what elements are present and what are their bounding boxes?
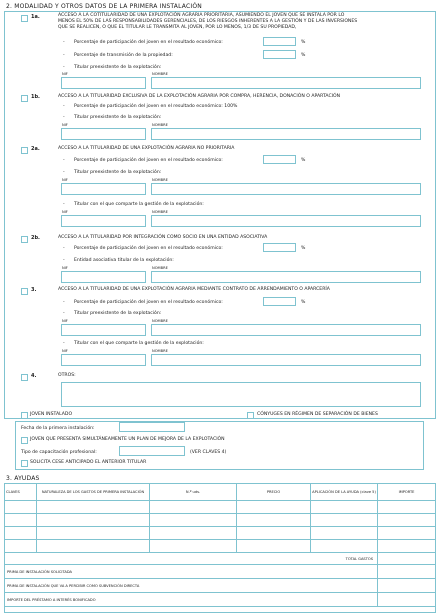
nombre-label: NOMBRE [152, 123, 168, 127]
section-2-title: 2. MODALIDAD Y OTROS DATOS DE LA PRIMERA INSTALACIÓN [6, 3, 202, 10]
item-1a-line-1: ACCESO A LA COTITULARIDAD DE UNA EXPLOTACIÓN AGRARIA PRIORITARIA, ASUMIENDO EL JOVEN QUE SE INSTALA POR LO [58, 13, 345, 18]
conyuges-label: CÓNYUGES EN RÉGIMEN DE SEPARACIÓN DE BIENES [257, 412, 378, 417]
item-2b-pct-label: Porcentaje de participación del joven en el resultado económico: [74, 246, 223, 251]
item-2a-comparte-nombre-field[interactable] [151, 215, 421, 227]
fecha-instalacion-field[interactable] [119, 422, 185, 432]
item-2a-nif-field[interactable] [61, 183, 146, 195]
header-naturaleza: NATURALEZA DE LOS GASTOS DE PRIMERA INSTALACIÓN [37, 484, 150, 501]
item-3-comparte-nombre-field[interactable] [151, 354, 421, 366]
nombre-label: NOMBRE [152, 178, 168, 182]
tipo-capacitacion-field[interactable] [119, 446, 185, 456]
header-aplicacion: APLICACIÓN DE LA AYUDA (clave 5) [311, 484, 378, 501]
dash: - [63, 170, 65, 175]
joven-instalado-label: JOVEN INSTALADO [30, 412, 73, 417]
nif-label: NIF [62, 349, 68, 353]
dash: - [63, 158, 65, 163]
header-claves: CLAVES [5, 484, 37, 501]
item-4-label: OTROS: [58, 373, 76, 378]
total-gastos-field[interactable] [378, 553, 436, 565]
item-4-number: 4. [31, 373, 37, 379]
dash: - [63, 300, 65, 305]
item-1b-line-1: ACCESO A LA TITULARIDAD EXCLUSIVA DE LA EXPLOTACIÓN AGRARIA POR COMPRA, HERENCIA, DONACIÓN O APARTACIÓN [58, 94, 341, 99]
checkbox-1a[interactable] [21, 15, 28, 22]
item-1a-titular-label: Titular preexistente de la explotación: [74, 65, 162, 70]
item-3-number: 3. [31, 287, 37, 293]
item-2a-titular-label: Titular preexistente de la explotación: [74, 170, 162, 175]
prestamo-bonificado-field[interactable] [378, 593, 436, 607]
nombre-label: NOMBRE [152, 72, 168, 76]
prima-solicitada-label: PRIMA DE INSTALACIÓN SOLICITADA [5, 565, 378, 579]
nombre-label: NOMBRE [152, 210, 168, 214]
item-2b-nombre-field[interactable] [151, 271, 421, 283]
item-1a-pct-participacion-label: Porcentaje de participación del joven en el resultado económico: [74, 40, 223, 45]
item-1b-nombre-field[interactable] [151, 128, 421, 140]
tipo-capacitacion-label: Tipo de capacitación profesional: [21, 450, 97, 455]
checkbox-3[interactable] [21, 288, 28, 295]
item-4-otros-field[interactable] [61, 382, 421, 407]
nombre-label: NOMBRE [152, 349, 168, 353]
header-precio: PRECIO [237, 484, 311, 501]
checkbox-plan-mejora[interactable] [21, 437, 28, 444]
item-3-pct-label: Porcentaje de participación del joven en el resultado económico: [74, 300, 223, 305]
percent-sign: % [301, 53, 306, 58]
item-1a-line-2: MENOS EL 50% DE LAS RESPONSABILIDADES GERENCIALES, DE LOS RIESGOS INHERENTES A LA GESTIÓN Y DE LAS INVERSIONES [58, 19, 358, 24]
section-3-title: 3. AYUDAS [6, 475, 40, 482]
prima-solicitada-field[interactable] [378, 565, 436, 579]
table-row[interactable] [5, 514, 436, 527]
nif-label: NIF [62, 72, 68, 76]
item-3-nif-field[interactable] [61, 324, 146, 336]
item-2a-comparte-label: Titular con el que comparte la gestión de la explotación: [74, 202, 204, 207]
prestamo-bonificado-label: IMPORTE DEL PRÉSTAMO A INTERÉS BONIFICADO [5, 593, 378, 607]
dash: - [63, 53, 65, 58]
item-2a-comparte-nif-field[interactable] [61, 215, 146, 227]
item-2b-nif-field[interactable] [61, 271, 146, 283]
nif-label: NIF [62, 266, 68, 270]
percent-sign: % [301, 158, 306, 163]
dash: - [63, 258, 65, 263]
item-1b-pct-label: Porcentaje de participación del joven en el resultado económico: 100% [74, 104, 238, 109]
dash: - [63, 246, 65, 251]
dash: - [63, 202, 65, 207]
item-2b-line-1: ACCESO A LA TITULARIDAD POR INTEGRACIÓN COMO SOCIO EN UNA ENTIDAD ASOCIATIVA [58, 235, 268, 240]
dash: - [63, 104, 65, 109]
prima-subvencion-label: PRIMA DE INSTALACIÓN QUE VA A PERCIBIR COMO SUBVENCIÓN DIRECTA [5, 579, 378, 593]
item-1a-line-3: QUE SE REALICEN, O QUE EL TITULAR LE TRANSMITA AL JOVEN, POR LO MENOS, 1/3 DE SU PROPIEDAD, [58, 25, 297, 30]
dash: - [63, 40, 65, 45]
item-2a-pct-label: Porcentaje de participación del joven en el resultado económico: [74, 158, 223, 163]
item-3-pct-field[interactable] [263, 297, 296, 306]
dash: - [63, 65, 65, 70]
item-1b-nif-field[interactable] [61, 128, 146, 140]
plan-mejora-label: JOVEN QUE PRESENTA SIMULTÁNEAMENTE UN PLAN DE MEJORA DE LA EXPLOTACIÓN [30, 437, 225, 442]
item-2a-line-1: ACCESO A LA TITULARIDAD DE UNA EXPLOTACIÓN AGRARIA NO PRIORITARIA [58, 146, 235, 151]
cese-anticipado-label: SOLICITA CESE ANTICIPADO EL ANTERIOR TITULAR [30, 460, 147, 465]
nif-label: NIF [62, 210, 68, 214]
percent-sign: % [301, 246, 306, 251]
checkbox-joven-instalado[interactable] [21, 412, 28, 419]
nif-label: NIF [62, 123, 68, 127]
item-1a-number: 1a. [31, 14, 40, 20]
item-3-line-1: ACCESO A LA TITULARIDAD DE UNA EXPLOTACIÓN AGRARIA MEDIANTE CONTRATO DE ARRENDAMIENTO O APARCERÍA [58, 287, 330, 292]
checkbox-4[interactable] [21, 374, 28, 381]
checkbox-cese-anticipado[interactable] [21, 460, 28, 467]
checkbox-2b[interactable] [21, 236, 28, 243]
ver-claves-label: (VER CLAVES 4) [190, 450, 227, 455]
item-2a-number: 2a. [31, 146, 40, 152]
dash: - [63, 341, 65, 346]
item-3-nombre-field[interactable] [151, 324, 421, 336]
checkbox-1b[interactable] [21, 95, 28, 102]
header-uds: N.º uds. [150, 484, 237, 501]
nombre-label: NOMBRE [152, 319, 168, 323]
table-row[interactable] [5, 527, 436, 540]
nif-label: NIF [62, 178, 68, 182]
item-1b-titular-label: Titular preexistente de la explotación: [74, 115, 162, 120]
ayudas-table [4, 483, 436, 607]
item-1b-number: 1b. [31, 94, 40, 100]
item-1a-pct-transmision-field[interactable] [263, 50, 296, 59]
checkbox-conyuges[interactable] [247, 412, 254, 419]
item-2b-number: 2b. [31, 235, 40, 241]
header-importe: IMPORTE [378, 484, 436, 501]
item-2b-pct-field[interactable] [263, 243, 296, 252]
item-2a-nombre-field[interactable] [151, 183, 421, 195]
nombre-label: NOMBRE [152, 266, 168, 270]
table-row[interactable] [5, 540, 436, 553]
percent-sign: % [301, 300, 306, 305]
item-3-comparte-label: Titular con el que comparte la gestión de la explotación: [74, 341, 204, 346]
checkbox-2a[interactable] [21, 147, 28, 154]
item-1a-pct-participacion-field[interactable] [263, 37, 296, 46]
item-1a-nif-field[interactable] [61, 77, 146, 89]
total-gastos-label: TOTAL GASTOS [5, 553, 378, 565]
dash: - [63, 311, 65, 316]
item-3-titular-label: Titular preexistente de la explotación: [74, 311, 162, 316]
item-2b-entidad-label: Entidad asociativa titular de la explotación: [74, 258, 174, 263]
dash: - [63, 115, 65, 120]
item-1a-nombre-field[interactable] [151, 77, 421, 89]
percent-sign: % [301, 40, 306, 45]
item-3-comparte-nif-field[interactable] [61, 354, 146, 366]
fecha-instalacion-label: Fecha de la primera instalación: [21, 426, 95, 431]
prima-subvencion-field[interactable] [378, 579, 436, 593]
item-1a-pct-transmision-label: Porcentaje de transmisión de la propiedad: [74, 53, 173, 58]
nif-label: NIF [62, 319, 68, 323]
item-2a-pct-field[interactable] [263, 155, 296, 164]
table-row[interactable] [5, 501, 436, 514]
